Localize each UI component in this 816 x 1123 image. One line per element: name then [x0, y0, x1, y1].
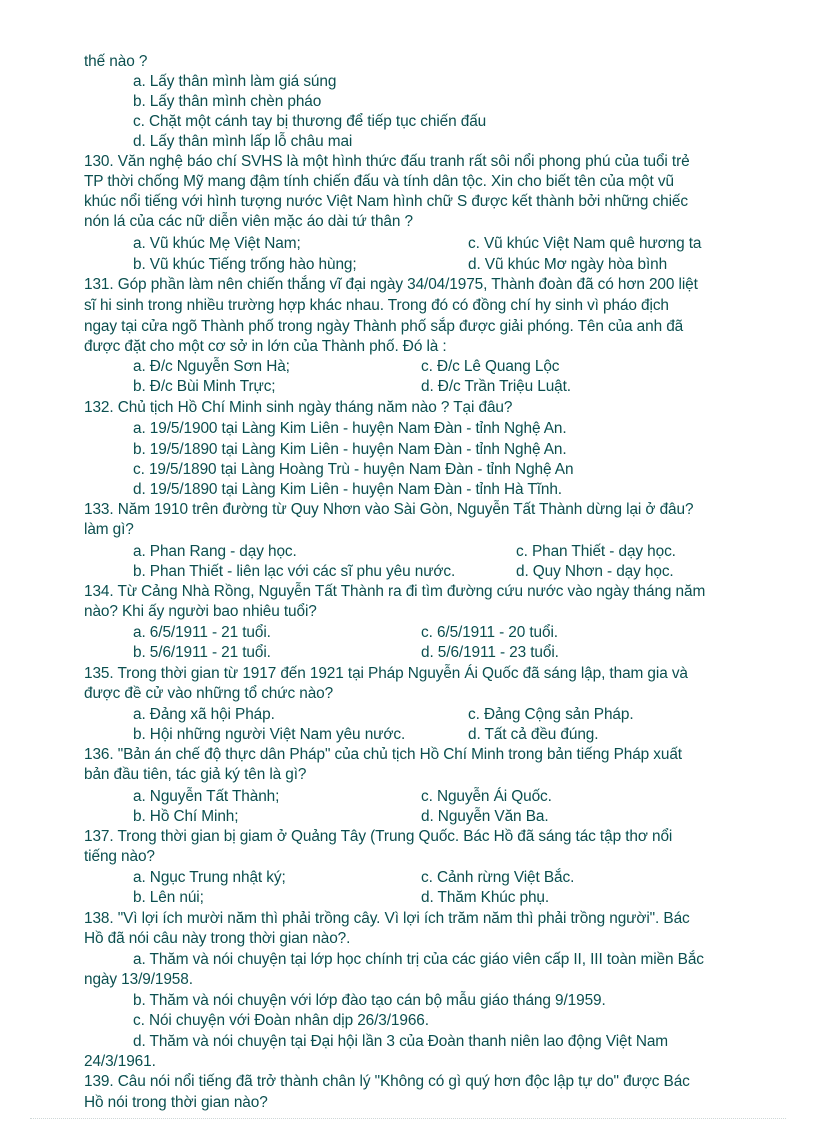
question-130-line: nón lá của các nữ diễn viên mặc áo dài tứ thân ? — [84, 213, 413, 230]
question-130-line: TP thời chống Mỹ mang đậm tính chiến đấu và tính dân tộc. Xin cho biết tên của một vũ — [84, 173, 674, 190]
question-130-option-d: d. Vũ khúc Mơ ngày hòa bình — [468, 256, 668, 273]
question-131-option-d: d. Đ/c Trần Triệu Luật. — [421, 378, 571, 395]
question-138-line: Hồ đã nói câu này trong thời gian nào?. — [84, 930, 351, 947]
question-132-option-a: a. 19/5/1900 tại Làng Kim Liên - huyện Nam Đàn - tỉnh Nghệ An. — [133, 420, 567, 437]
question-139-line: Hồ nói trong thời gian nào? — [84, 1094, 268, 1111]
question-136-option-b: b. Hồ Chí Minh; — [133, 808, 239, 825]
question-136-line: bản đầu tiên, tác giả ký tên là gì? — [84, 766, 307, 783]
question-138-option-b: b. Thăm và nói chuyện với lớp đào tạo cán bộ mẫu giáo tháng 9/1959. — [133, 992, 606, 1009]
question-134-option-d: d. 5/6/1911 - 23 tuổi. — [421, 644, 559, 661]
question-138-option-d-cont: 24/3/1961. — [84, 1053, 156, 1070]
question-133-option-a: a. Phan Rang - dạy học. — [133, 543, 297, 560]
question-135-line: được đề cử vào những tổ chức nào? — [84, 685, 334, 702]
question-133-line: 133. Năm 1910 trên đường từ Quy Nhơn vào Sài Gòn, Nguyễn Tất Thành dừng lại ở đâu? — [84, 501, 694, 518]
question-130-line: khúc nổi tiếng với hình tượng nước Việt Nam hình chữ S được kết thành bởi những chiếc — [84, 193, 688, 210]
question-130-option-b: b. Vũ khúc Tiếng trống hào hùng; — [133, 256, 357, 273]
question-132-option-c: c. 19/5/1890 tại Làng Hoàng Trù - huyện Nam Đàn - tỉnh Nghệ An — [133, 461, 574, 478]
question-135-option-d: d. Tất cả đều đúng. — [468, 726, 599, 743]
option-b: b. Lấy thân mình chèn pháo — [133, 93, 322, 110]
question-131-option-b: b. Đ/c Bùi Minh Trực; — [133, 378, 276, 395]
question-133-option-b: b. Phan Thiết - liên lạc với các sĩ phu yêu nước. — [133, 563, 456, 580]
option-d: d. Lấy thân mình lấp lỗ châu mai — [133, 133, 353, 150]
question-131-option-a: a. Đ/c Nguyễn Sơn Hà; — [133, 358, 290, 375]
page-bottom-divider — [30, 1118, 786, 1119]
question-138-option-a: a. Thăm và nói chuyện tại lớp học chính trị của các giáo viên cấp II, III toàn miền Bắc — [133, 951, 704, 968]
question-132-option-b: b. 19/5/1890 tại Làng Kim Liên - huyện Nam Đàn - tỉnh Nghệ An. — [133, 441, 567, 458]
question-132-option-d: d. 19/5/1890 tại Làng Kim Liên - huyện Nam Đàn - tỉnh Hà Tĩnh. — [133, 481, 562, 498]
question-136-option-a: a. Nguyễn Tất Thành; — [133, 788, 280, 805]
question-130-option-c: c. Vũ khúc Việt Nam quê hương ta — [468, 235, 702, 252]
question-131-option-c: c. Đ/c Lê Quang Lộc — [421, 358, 560, 375]
question-138-line: 138. "Vì lợi ích mười năm thì phải trồng cây. Vì lợi ích trăm năm thì phải trồng người". Bác — [84, 910, 690, 927]
option-c: c. Chặt một cánh tay bị thương để tiếp tục chiến đấu — [133, 113, 487, 130]
question-131-line: 131. Góp phần làm nên chiến thắng vĩ đại ngày 34/04/1975, Thành đoàn đã có hơn 200 liệt — [84, 276, 698, 293]
question-136-line: 136. "Bản án chế độ thực dân Pháp" của chủ tịch Hồ Chí Minh trong bản tiếng Pháp xuất — [84, 746, 682, 763]
question-138-option-d: d. Thăm và nói chuyện tại Đại hội lần 3 của Đoàn thanh niên lao động Việt Nam — [133, 1033, 669, 1050]
question-135-line: 135. Trong thời gian từ 1917 đến 1921 tại Pháp Nguyễn Ái Quốc đã sáng lập, tham gia và — [84, 665, 688, 682]
question-136-option-d: d. Nguyễn Văn Ba. — [421, 808, 549, 825]
question-135-option-c: c. Đảng Cộng sản Pháp. — [468, 706, 634, 723]
question-137-option-b: b. Lên núi; — [133, 889, 204, 906]
question-137-option-d: d. Thăm Khúc phụ. — [421, 889, 550, 906]
question-132-line: 132. Chủ tịch Hồ Chí Minh sinh ngày tháng năm nào ? Tại đâu? — [84, 399, 513, 416]
question-138-option-c: c. Nói chuyện với Đoàn nhân dịp 26/3/1966. — [133, 1012, 429, 1029]
question-137-line: 137. Trong thời gian bị giam ở Quảng Tây (Trung Quốc. Bác Hồ đã sáng tác tập thơ nổi — [84, 828, 673, 845]
question-133-option-c: c. Phan Thiết - dạy học. — [516, 543, 676, 560]
question-139-line: 139. Câu nói nổi tiếng đã trở thành chân lý "Không có gì quý hơn độc lập tự do" được Bác — [84, 1073, 690, 1090]
question-134-option-a: a. 6/5/1911 - 21 tuổi. — [133, 624, 271, 641]
question-134-option-b: b. 5/6/1911 - 21 tuổi. — [133, 644, 271, 661]
question-135-option-b: b. Hội những người Việt Nam yêu nước. — [133, 726, 406, 743]
question-130-line: 130. Văn nghệ báo chí SVHS là một hình thức đấu tranh rất sôi nổi phong phú của tuổi trẻ — [84, 153, 690, 170]
option-a: a. Lấy thân mình làm giá súng — [133, 73, 337, 90]
question-137-option-a: a. Ngục Trung nhật ký; — [133, 869, 286, 886]
question-136-option-c: c. Nguyễn Ái Quốc. — [421, 788, 552, 805]
question-133-option-d: d. Quy Nhơn - dạy học. — [516, 563, 674, 580]
question-135-option-a: a. Đảng xã hội Pháp. — [133, 706, 275, 723]
question-134-option-c: c. 6/5/1911 - 20 tuổi. — [421, 624, 558, 641]
question-134-line: 134. Từ Cảng Nhà Rồng, Nguyễn Tất Thành ra đi tìm đường cứu nước vào ngày tháng năm — [84, 583, 706, 600]
question-137-option-c: c. Cảnh rừng Việt Bắc. — [421, 869, 575, 886]
question-131-line: sĩ hi sinh trong nhiều trường hợp khác nhau. Trong đó có đồng chí hy sinh vì pháo địch — [84, 297, 669, 314]
question-tail: thế nào ? — [84, 53, 148, 70]
question-131-line: được đặt cho một cơ sở in lớn của Thành phố. Đó là : — [84, 338, 447, 355]
question-138-option-a-cont: ngày 13/9/1958. — [84, 971, 193, 988]
question-130-option-a: a. Vũ khúc Mẹ Việt Nam; — [133, 235, 301, 252]
question-133-line: làm gì? — [84, 521, 134, 538]
question-137-line: tiếng nào? — [84, 848, 155, 865]
question-134-line: nào? Khi ấy người bao nhiêu tuổi? — [84, 603, 317, 620]
question-131-line: ngay tại cửa ngõ Thành phố trong ngày Thành phố sắp được giải phóng. Tên của anh đã — [84, 318, 684, 335]
